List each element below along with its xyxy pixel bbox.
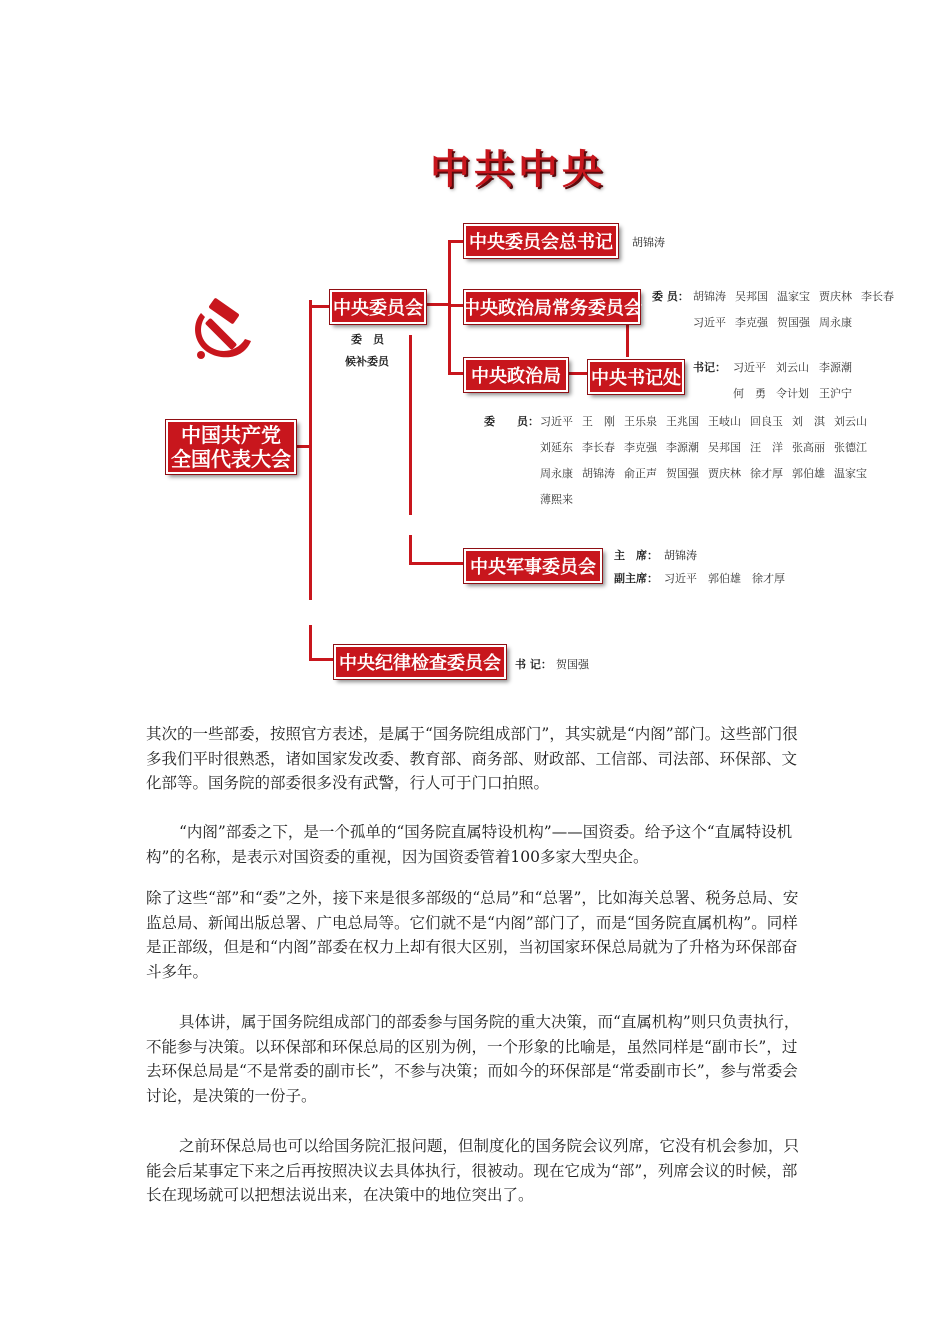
member-name: 习近平 [540, 415, 573, 428]
connector-line [309, 305, 331, 308]
chart-title: 中共中央 [430, 147, 606, 193]
politburo-prefix: 委 员： [484, 415, 539, 428]
connector-line [296, 445, 310, 448]
article-paragraph-1: 其次的一些部委，按照官方表述，是属于“国务院组成部门”，其实就是“内阁”部门。这些部门很多我们平时很熟悉，诸如国家发改委、教育部、商务部、财政部、工信部、司法部、环保部、文化部等。国务院的部委很多没有武警，行人可于门口拍照。 [146, 725, 798, 793]
member-name: 温家宝 [834, 467, 867, 480]
article-paragraph-2: “内阁”部委之下，是一个孤单的“国务院直属特设机构”——国资委。给予这个“直属特设机构”的名称，是表示对国资委的重视，因为国资委管着100多家大型央企。 [146, 823, 793, 866]
member-name: 郭伯雄 [708, 572, 741, 585]
secretariat-members [733, 359, 862, 401]
member-name: 吴邦国 [708, 441, 741, 454]
party-congress-line2: 全国代表大会 [171, 447, 291, 471]
standing-committee-prefix: 委 员： [652, 290, 689, 303]
discipline-prefix: 书 记： [515, 658, 552, 671]
politburo-box: 中央政治局 [464, 358, 568, 392]
member-name: 周永康 [540, 467, 573, 480]
member-name: 令计划 [776, 387, 809, 400]
member-name: 李克强 [624, 441, 657, 454]
member-name: 何 勇 [733, 387, 766, 400]
connector-line [566, 372, 588, 375]
connector-line [309, 300, 312, 600]
general-secretary-name: 胡锦涛 [632, 236, 665, 249]
central-committee-members-label: 委 员 [351, 333, 384, 346]
member-name: 贾庆林 [708, 467, 741, 480]
member-name: 周永康 [819, 316, 852, 329]
member-name: 刘云山 [834, 415, 867, 428]
member-name: 徐才厚 [752, 572, 785, 585]
member-name: 郭伯雄 [792, 467, 825, 480]
connector-line [309, 658, 335, 661]
member-name: 王兆国 [666, 415, 699, 428]
member-name: 刘 淇 [792, 415, 825, 428]
member-name: 李克强 [735, 316, 768, 329]
article-paragraph-4: 具体讲，属于国务院组成部门的部委参与国务院的重大决策，而“直属机构”则只负责执行，不能参与决策。以环保部和环保总局的区别为例，一个形象的比喻是，虽然同样是“副市长”，过去环保总局是“不是常委的副市长”，不参与决策；而如今的环保部是“常委副市长”，参与常委会讨论，是决策的一份子。 [146, 1013, 800, 1105]
member-name: 薄熙来 [540, 493, 573, 506]
member-name: 张高丽 [792, 441, 825, 454]
member-name: 王沪宁 [819, 387, 852, 400]
connector-line [409, 562, 465, 565]
member-name: 俞正声 [624, 467, 657, 480]
member-name: 习近平 [733, 361, 766, 374]
member-name: 王岐山 [708, 415, 741, 428]
connector-line [425, 303, 450, 306]
member-name: 吴邦国 [735, 290, 768, 303]
member-name: 胡锦涛 [693, 290, 726, 303]
military-vice-members [664, 570, 796, 586]
military-vice-prefix: 副主席： [614, 572, 658, 585]
standing-committee-members [693, 288, 903, 330]
member-name: 张德江 [834, 441, 867, 454]
member-name: 王乐泉 [624, 415, 657, 428]
member-name: 温家宝 [777, 290, 810, 303]
member-name: 胡锦涛 [582, 467, 615, 480]
member-name: 李长春 [582, 441, 615, 454]
member-name: 贺国强 [666, 467, 699, 480]
member-name: 回良玉 [750, 415, 783, 428]
party-congress-box [166, 420, 296, 474]
member-name: 贾庆林 [819, 290, 852, 303]
military-commission-box: 中央军事委员会 [464, 549, 602, 583]
military-chair-name: 胡锦涛 [664, 549, 697, 562]
secretariat-prefix: 书记： [693, 361, 726, 374]
member-name: 刘延东 [540, 441, 573, 454]
connector-line [448, 240, 451, 375]
military-chair-prefix: 主 席： [614, 549, 658, 562]
general-secretary-box: 中央委员会总书记 [464, 224, 618, 258]
party-congress-line1: 中国共产党 [181, 423, 281, 447]
member-name: 习近平 [664, 572, 697, 585]
politburo-members [540, 413, 876, 507]
connector-line [409, 335, 412, 515]
member-name: 李源潮 [666, 441, 699, 454]
article-paragraph-3: 除了这些“部”和“委”之外，接下来是很多部级的“总局”和“总署”，比如海关总署、税务总局、安监总局、新闻出版总署、广电总局等。它们就不是“内阁”部门了，而是“国务院直属机构”。同样是正部级，但是和“内阁”部委在权力上却有很大区别，当初国家环保总局就为了升格为环保部奋斗多年。 [146, 889, 799, 981]
standing-committee-box: 中央政治局常务委员会 [464, 290, 640, 324]
secretariat-box: 中央书记处 [588, 360, 684, 394]
central-committee-alternates-label: 候补委员 [345, 355, 389, 368]
member-name: 王 刚 [582, 415, 615, 428]
member-name: 李长春 [861, 290, 894, 303]
connector-line [626, 325, 629, 357]
member-name: 徐才厚 [750, 467, 783, 480]
connector-line [309, 625, 312, 661]
member-name: 李源潮 [819, 361, 852, 374]
hammer-sickle-icon [187, 295, 255, 365]
member-name: 贺国强 [777, 316, 810, 329]
member-name: 习近平 [693, 316, 726, 329]
discipline-commission-box: 中央纪律检查委员会 [334, 645, 506, 679]
member-name: 刘云山 [776, 361, 809, 374]
member-name: 汪 洋 [750, 441, 783, 454]
article-paragraph-5: 之前环保总局也可以给国务院汇报问题，但制度化的国务院会议列席，它没有机会参加，只能会后某事定下来之后再按照决议去具体执行，很被动。现在它成为“部”，列席会议的时候，部长在现场就可以把想法说出来，在决策中的地位突出了。 [146, 1137, 800, 1205]
central-committee-box: 中央委员会 [330, 290, 426, 324]
connector-line [409, 535, 412, 565]
discipline-secretary-name: 贺国强 [556, 658, 589, 671]
